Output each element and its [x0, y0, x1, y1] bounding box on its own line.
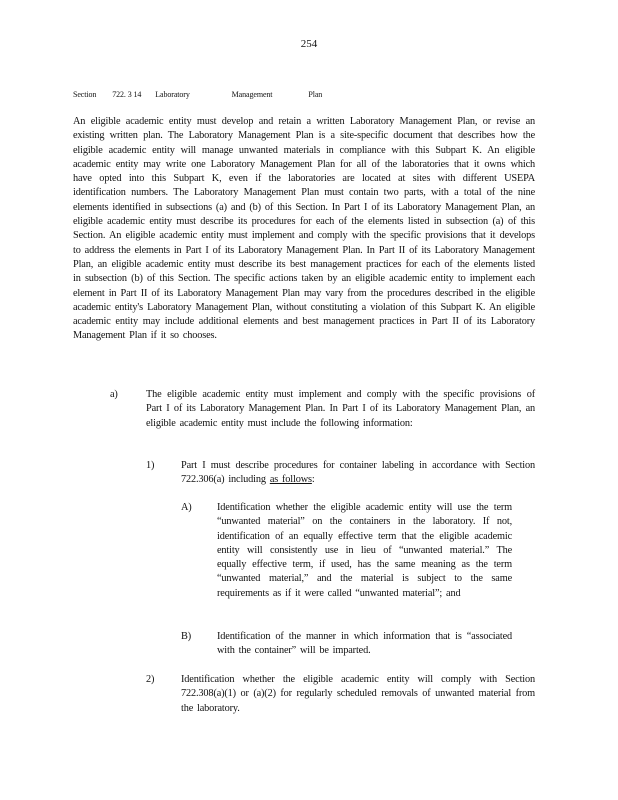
- intro-paragraph: An eligible academic entity must develop and retain a written Laboratory Management Plan, or revise an existing written plan. The Laboratory Management Plan is a site-specific document that describes how the eligible academic entity will manage unwanted materials in compliance with this Subpart K. An eligible academic entity may write one Laboratory Management Plan for all of the laboratories that it owns which have opted into this Subpart K, even if the laboratories are located at sites with different USEPA identification numbers. The Laboratory Management Plan must contain two parts, with a total of the nine elements identified in subsections (a) and (b) of this Section. In Part I of its Laboratory Management Plan, an eligible academic entity must describe its procedures for each of the elements listed in subsection (a) of this Section. An eligible academic entity must implement and comply with the specific provisions that it develops to address the elements in Part I of its Laboratory Management Plan. In Part II of its Laboratory Management Plan, an eligible academic entity must describe its best management practices for each of the elements listed in subsection (b) of this Section. The specific actions taken by an eligible academic entity to implement each element in Part II of its Laboratory Management Plan may vary from the procedures described in the eligible academic entity's Laboratory Management Plan, without constituting a violation of this Subpart K. An eligible academic entity may include additional elements and best management practices in Part II of its Laboratory Management Plan if it so chooses.: [73, 116, 535, 342]
- page-number: 254: [300, 38, 318, 50]
- subsection-a-text: The eligible academic entity must implement and comply with the specific provisions of Part I of its Laboratory Management Plan. In Part I of its Laboratory Management Plan, an eligible academic entity must include the following information:: [146, 389, 535, 429]
- subsection-1-text-main: Part I must describe procedures for container labeling in accordance with Section 722.306(a) including: [181, 460, 535, 486]
- subsection-1-text: [181, 459, 535, 488]
- section-title-word-3: Plan: [308, 90, 323, 99]
- subsection-B-text: Identification of the manner in which information that is “associated with the container” will be imparted.: [217, 631, 512, 657]
- subsection-1-underlined-text: as follows: [269, 474, 312, 486]
- section-title-word-2: Management: [231, 90, 273, 99]
- subsection-1-marker: 1): [146, 460, 155, 471]
- subsection-B-marker: B): [181, 631, 191, 642]
- subsection-a-marker: a): [110, 389, 118, 400]
- subsection-2-marker: 2): [146, 674, 155, 685]
- subsection-A-marker: A): [181, 502, 192, 513]
- subsection-1-colon: :: [311, 474, 315, 486]
- section-label: Section: [73, 90, 97, 99]
- subsection-A-text: Identification whether the eligible academic entity will use the term “unwanted material” on the containers in the laboratory. If not, identification of an equally effective term that the eligible academic entity will consistently use in lieu of “unwanted material.” The equally effective term, if used, has the same meaning as the term “unwanted material,” and the material is subject to the same requirements as if it were called “unwanted material”; and: [217, 502, 512, 599]
- section-title-word-1: Laboratory: [155, 90, 190, 99]
- section-heading: [73, 90, 322, 99]
- subsection-2-text: Identification whether the eligible academic entity will comply with Section 722.308(a)(1) or (a)(2) for regularly scheduled removals of unwanted material from the laboratory.: [181, 674, 535, 714]
- section-number: 722. 3 14: [112, 90, 142, 99]
